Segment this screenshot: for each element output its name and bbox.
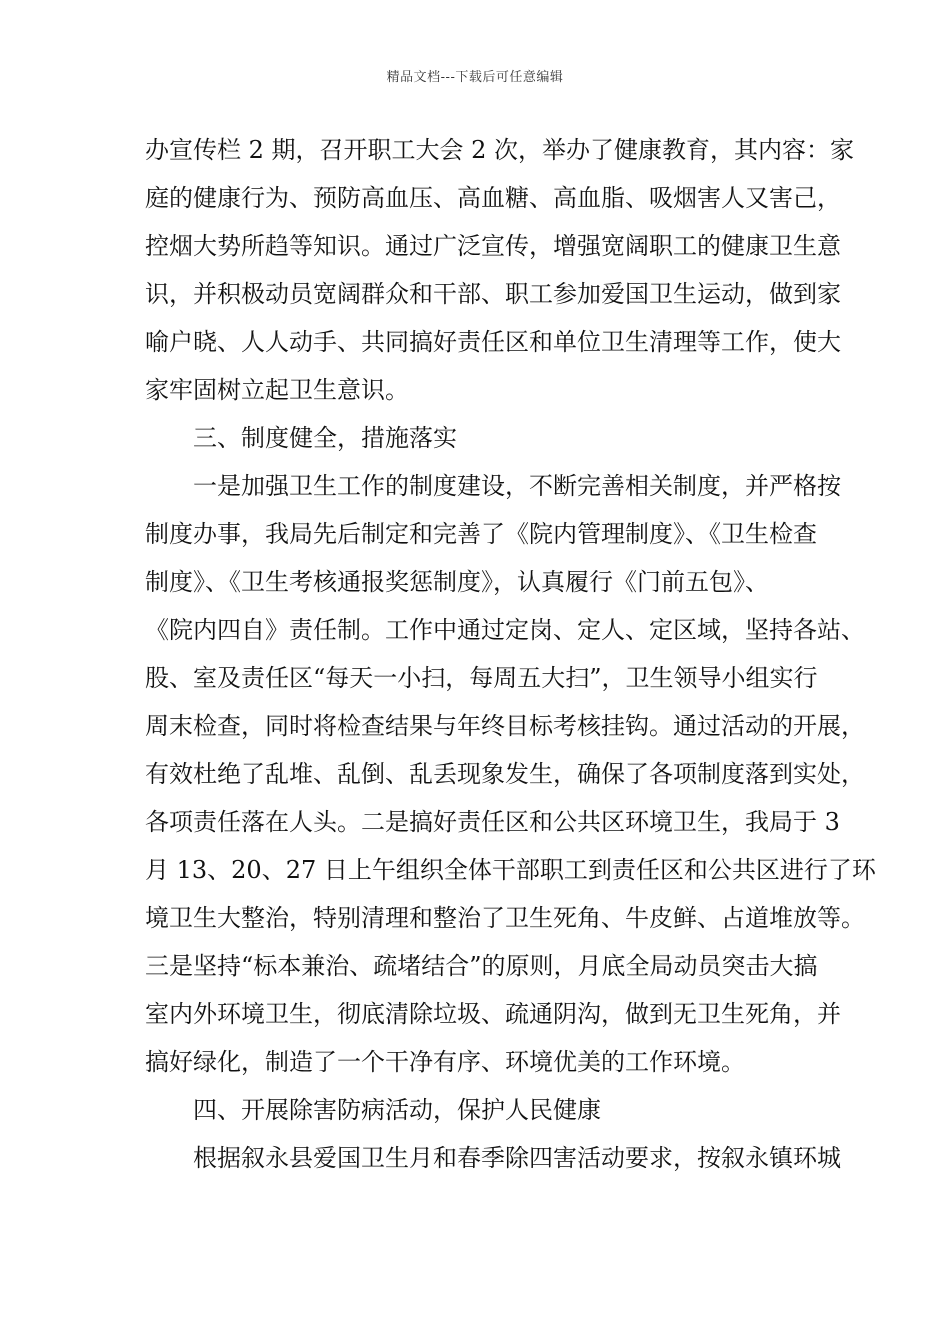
document-body — [145, 126, 876, 1182]
text-line: 根据叙永县爱国卫生月和春季除四害活动要求，按叙永镇环城 — [193, 1144, 841, 1172]
text-line: 有效杜绝了乱堆、乱倒、乱丢现象发生，确保了各项制度落到实处， — [145, 760, 865, 788]
section-heading-3 — [145, 414, 835, 462]
text-line: 家牢固树立起卫生意识。 — [145, 376, 409, 404]
heading-text: 三、制度健全，措施落实 — [193, 424, 457, 452]
text-line: 制度办事，我局先后制定和完善了《院内管理制度》、《卫生检查 — [145, 520, 817, 548]
text-line: 股、室及责任区“每天一小扫，每周五大扫”，卫生领导小组实行 — [145, 664, 818, 692]
paragraph-system-building — [145, 462, 876, 1086]
text-line: 控烟大势所趋等知识。通过广泛宣传，增强宽阔职工的健康卫生意 — [145, 232, 841, 260]
text-line: 月 13、20、27 日上午组织全体干部职工到责任区和公共区进行了环 — [145, 856, 876, 884]
text-line: 室内外环境卫生，彻底清除垃圾、疏通阴沟，做到无卫生死角，并 — [145, 1000, 841, 1028]
page-header: 精品文档---下载后可任意编辑 — [386, 70, 564, 85]
text-line: 各项责任落在人头。二是搞好责任区和公共区环境卫生，我局于 3 — [145, 808, 840, 836]
text-line: 识，并积极动员宽阔群众和干部、职工参加爱国卫生运动，做到家 — [145, 280, 841, 308]
text-line: 周末检查，同时将检查结果与年终目标考核挂钩。通过活动的开展， — [145, 712, 865, 740]
text-line: 境卫生大整治，特别清理和整治了卫生死角、牛皮鲜、占道堆放等。 — [145, 904, 865, 932]
text-line: 喻户晓、人人动手、共同搞好责任区和单位卫生清理等工作，使大 — [145, 328, 841, 356]
text-line: 制度》、《卫生考核通报奖惩制度》，认真履行《门前五包》、 — [145, 568, 769, 596]
section-heading-4 — [145, 1086, 835, 1134]
text-line: 办宣传栏 2 期，召开职工大会 2 次，举办了健康教育，其内容：家 — [145, 136, 855, 164]
text-line: 庭的健康行为、预防高血压、高血糖、高血脂、吸烟害人又害己， — [145, 184, 841, 212]
text-line: 搞好绿化，制造了一个干净有序、环境优美的工作环境。 — [145, 1048, 745, 1076]
paragraph-publicity — [145, 126, 855, 414]
text-line: 《院内四自》责任制。工作中通过定岗、定人、定区域，坚持各站、 — [145, 616, 865, 644]
text-line: 三是坚持“标本兼治、疏堵结合”的原则，月底全局动员突击大搞 — [145, 952, 818, 980]
heading-text: 四、开展除害防病活动，保护人民健康 — [193, 1096, 601, 1124]
paragraph-pest-control — [145, 1134, 841, 1182]
text-line: 一是加强卫生工作的制度建设，不断完善相关制度，并严格按 — [193, 472, 841, 500]
